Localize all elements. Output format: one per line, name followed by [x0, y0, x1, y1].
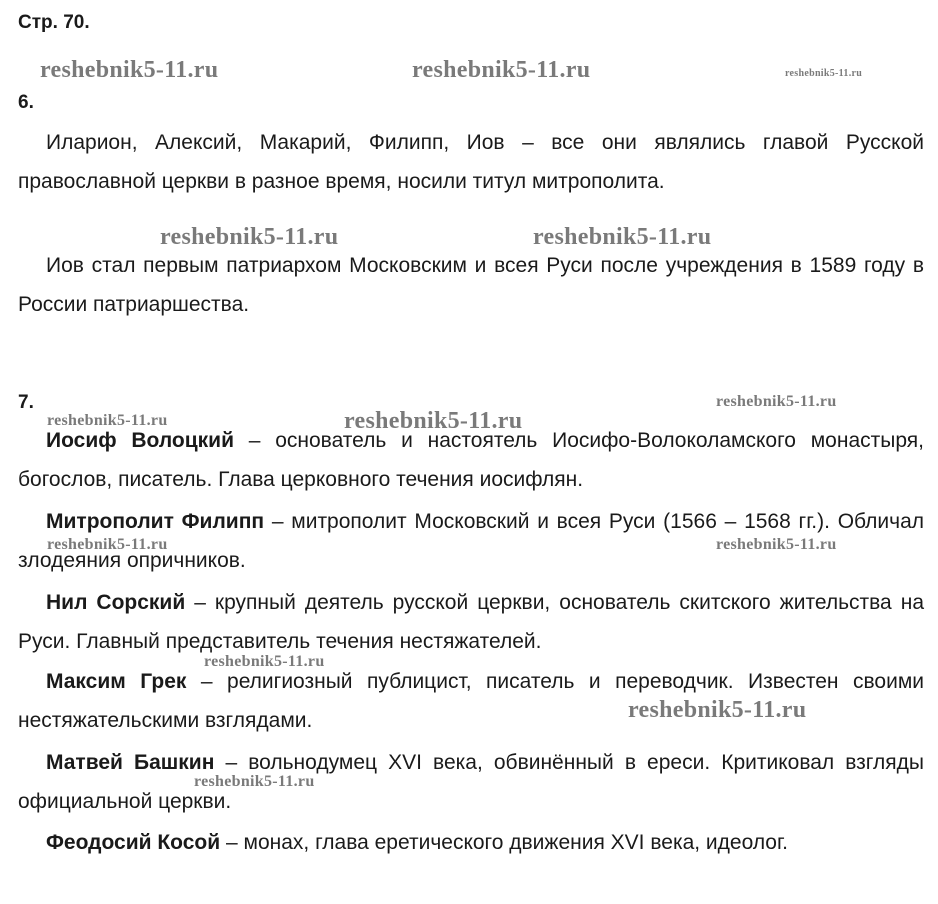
entry-name: Митрополит Филипп: [46, 510, 265, 533]
entry-name: Максим Грек: [46, 670, 187, 693]
entry-paragraph: [18, 421, 924, 499]
entry-text: – крупный деятель русской церкви, основатель скитского жительства на Руси. Главный представитель течения нестяжателей.: [18, 591, 924, 653]
watermark: reshebnik5-11.ru: [47, 412, 168, 429]
page-number: Стр. 70.: [18, 12, 90, 33]
entry-name: Нил Сорский: [46, 591, 186, 614]
entry-paragraph: [18, 743, 924, 821]
watermark: reshebnik5-11.ru: [785, 68, 863, 79]
entry-paragraph: [18, 662, 924, 740]
task-6-paragraph-2: Иов стал первым патриархом Московским и всея Руси после учреждения в 1589 году в России патриаршества.: [18, 254, 924, 316]
entry-paragraph: [18, 502, 924, 580]
watermark: reshebnik5-11.ru: [194, 773, 315, 790]
entry-name: Иосиф Волоцкий: [46, 429, 234, 452]
entry-text: – монах, глава еретического движения XVI века, идеолог.: [220, 831, 788, 854]
entry-paragraph: [18, 823, 924, 862]
task-6-paragraph-1: Иларион, Алексий, Макарий, Филипп, Иов – все они являлись главой Русской православной церкви в разное время, носили титул митрополита.: [18, 131, 924, 193]
watermark: reshebnik5-11.ru: [716, 393, 837, 410]
task-6-number: 6.: [18, 92, 34, 113]
entry-name: Матвей Башкин: [46, 751, 215, 774]
watermark: reshebnik5-11.ru: [204, 653, 325, 670]
watermark: reshebnik5-11.ru: [412, 57, 591, 83]
entry-text: – вольнодумец XVI века, обвинённый в ереси. Критиковал взгляды официальной церкви.: [18, 751, 924, 813]
entry-text: – основатель и настоятель Иосифо-Волоколамского монастыря, богослов, писатель. Глава церковного течения иосифлян.: [18, 429, 924, 491]
watermark: reshebnik5-11.ru: [628, 697, 807, 723]
entry-text: – митрополит Московский и всея Руси (1566 – 1568 гг.). Обличал злодеяния опричников.: [18, 510, 924, 572]
entry-text: – религиозный публицист, писатель и переводчик. Известен своими нестяжательскими взглядами.: [18, 670, 924, 732]
watermark: reshebnik5-11.ru: [40, 57, 219, 83]
watermark: reshebnik5-11.ru: [344, 408, 523, 434]
entry-paragraph: [18, 583, 924, 661]
watermark: reshebnik5-11.ru: [716, 536, 837, 553]
watermark: reshebnik5-11.ru: [47, 536, 168, 553]
entry-name: Феодосий Косой: [46, 831, 221, 854]
watermark: reshebnik5-11.ru: [533, 224, 712, 250]
task-7-number: 7.: [18, 392, 34, 413]
watermark: reshebnik5-11.ru: [160, 224, 339, 250]
